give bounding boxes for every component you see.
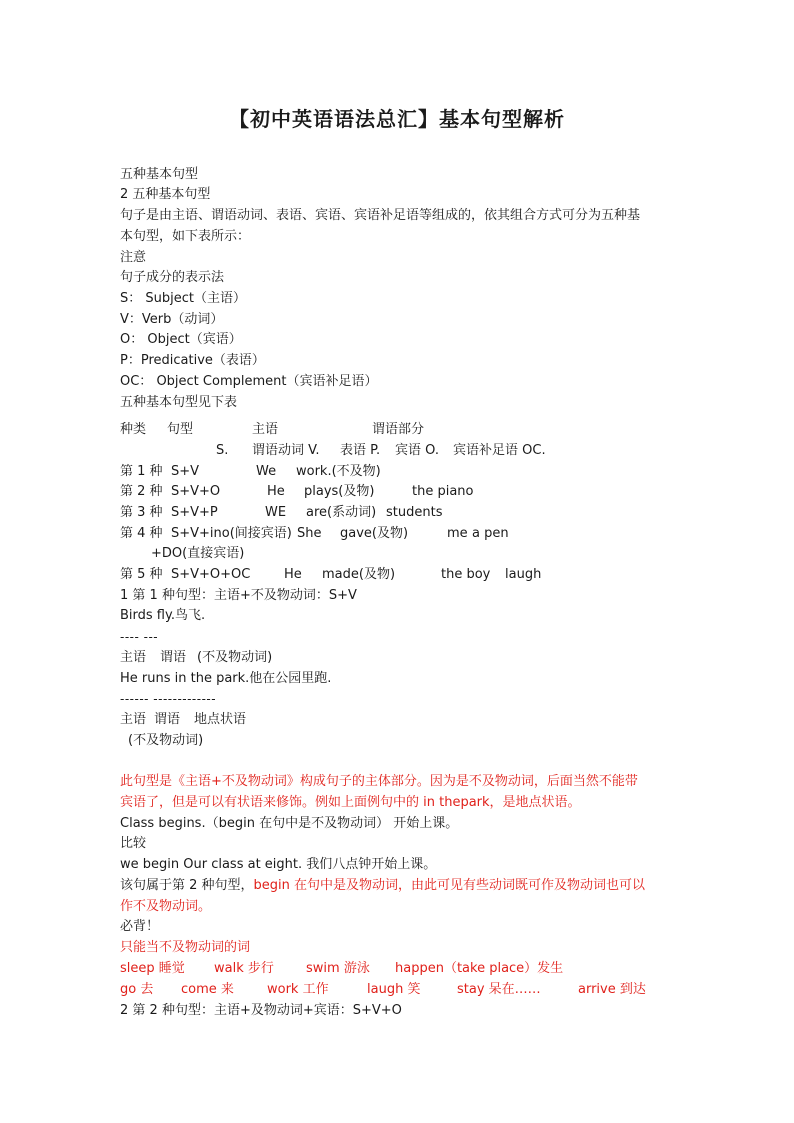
- example-sentence: He runs in the park.他在公园里跑.: [120, 671, 332, 686]
- underline-marks: ------ -------------: [120, 692, 217, 706]
- legend-predicative: P：Predicative（表语）: [120, 353, 265, 368]
- table-cell: We: [256, 464, 277, 479]
- table-cell: work.(不及物): [296, 464, 381, 479]
- word-item: sleep 睡觉: [120, 961, 185, 976]
- example-sentence: Birds fly.鸟飞.: [120, 608, 206, 623]
- legend-object-complement: OC： Object Complement（宾语补足语）: [120, 374, 378, 389]
- table-cell: 第 4 种: [120, 526, 163, 541]
- label-intransitive: (不及物动词): [128, 733, 204, 748]
- table-cell: She: [297, 526, 322, 541]
- intro-line: 注意: [120, 250, 147, 265]
- table-cell: He: [284, 567, 302, 582]
- legend-object: O： Object（宾语）: [120, 332, 242, 347]
- word-item: stay 呆在……: [457, 982, 541, 997]
- table-cell: 第 1 种: [120, 464, 163, 479]
- intro-line: 本句型，如下表所示：: [120, 229, 251, 244]
- legend-subject: S： Subject（主语）: [120, 291, 246, 306]
- intro-line: 五种基本句型见下表: [120, 395, 238, 410]
- word-list-heading: 只能当不及物动词的词: [120, 940, 251, 955]
- word-item: laugh 笑: [367, 982, 421, 997]
- section-heading: 1 第 1 种句型：主语+不及物动词：S+V: [120, 588, 357, 603]
- intro-line: 2 五种基本句型: [120, 187, 211, 202]
- table-header-cell: 主语: [252, 422, 279, 437]
- table-header-cell: 句型: [167, 422, 194, 437]
- intro-line: 句子是由主语、谓语动词、表语、宾语、宾语补足语等组成的，依其组合方式可分为五种基: [120, 208, 641, 223]
- label-predicate: 谓语: [154, 712, 181, 727]
- table-cell: plays(及物): [304, 484, 375, 499]
- intro-line: 五种基本句型: [120, 167, 199, 182]
- table-cell: a pen: [472, 526, 509, 541]
- example-sentence: we begin Our class at eight. 我们八点钟开始上课。: [120, 857, 437, 872]
- table-header-cell: 种类: [120, 422, 147, 437]
- table-cell: S+V+ino(间接宾语): [171, 526, 292, 541]
- legend-verb: V：Verb（动词）: [120, 312, 224, 327]
- label-intransitive: (不及物动词): [197, 650, 273, 665]
- table-cell: me: [447, 526, 468, 541]
- word-item: happen（take place）发生: [395, 961, 564, 976]
- explanation-text: 该句属于第 2 种句型，: [120, 878, 254, 893]
- table-header-cell: 谓语动词 V.: [252, 443, 320, 458]
- table-header-cell: 表语 P.: [340, 443, 381, 458]
- label-predicate: 谓语: [160, 650, 187, 665]
- word-item: swim 游泳: [306, 961, 370, 976]
- table-header-cell: S.: [216, 443, 229, 458]
- table-cell: 第 5 种: [120, 567, 163, 582]
- table-cell: S+V+O: [171, 484, 221, 499]
- table-cell: +DO(直接宾语): [151, 546, 245, 561]
- table-cell: 第 3 种: [120, 505, 163, 520]
- table-cell: are(系动词): [306, 505, 377, 520]
- label-adverbial: 地点状语: [194, 712, 247, 727]
- table-cell: S+V+O+OC: [171, 567, 251, 582]
- compare-label: 比较: [120, 836, 147, 851]
- word-item: walk 步行: [214, 961, 274, 976]
- table-cell: made(及物): [322, 567, 396, 582]
- table-header-cell: 宾语补足语 OC.: [453, 443, 546, 458]
- table-header-cell: 宾语 O.: [395, 443, 439, 458]
- word-item: come 来: [181, 982, 234, 997]
- explanation-line: [120, 876, 645, 896]
- table-cell: He: [267, 484, 285, 499]
- label-subject: 主语: [120, 712, 147, 727]
- table-cell: gave(及物): [340, 526, 409, 541]
- section-heading: 2 第 2 种句型：主语+及物动词+宾语：S+V+O: [120, 1003, 402, 1018]
- table-cell: students: [386, 505, 443, 520]
- table-cell: WE: [265, 505, 287, 520]
- table-cell: the piano: [412, 484, 474, 499]
- explanation-line: 宾语了，但是可以有状语来修饰。例如上面例句中的 in thepark，是地点状语。: [120, 795, 581, 810]
- label-subject: 主语: [120, 650, 147, 665]
- underline-marks: ---- ---: [120, 630, 159, 644]
- must-memorize-label: 必背！: [120, 919, 160, 934]
- word-item: go 去: [120, 982, 154, 997]
- table-cell: S+V+P: [171, 505, 218, 520]
- example-sentence: Class begins.（begin 在句中是不及物动词） 开始上课。: [120, 816, 459, 831]
- explanation-line: 作不及物动词。: [120, 899, 212, 914]
- table-cell: 第 2 种: [120, 484, 163, 499]
- word-item: arrive 到达: [578, 982, 646, 997]
- table-cell: the boy: [441, 567, 491, 582]
- table-header-cell: 谓语部分: [372, 422, 425, 437]
- page-title: 【初中英语语法总汇】基本句型解析: [229, 107, 565, 131]
- explanation-line: 此句型是《主语+不及物动词》构成句子的主体部分。因为是不及物动词，后面当然不能带: [120, 774, 638, 789]
- word-item: work 工作: [267, 982, 329, 997]
- table-cell: S+V: [171, 464, 200, 479]
- table-cell: laugh: [505, 567, 542, 582]
- intro-line: 句子成分的表示法: [120, 270, 225, 285]
- explanation-highlight: begin 在句中是及物动词，由此可见有些动词既可作及物动词也可以: [253, 878, 646, 893]
